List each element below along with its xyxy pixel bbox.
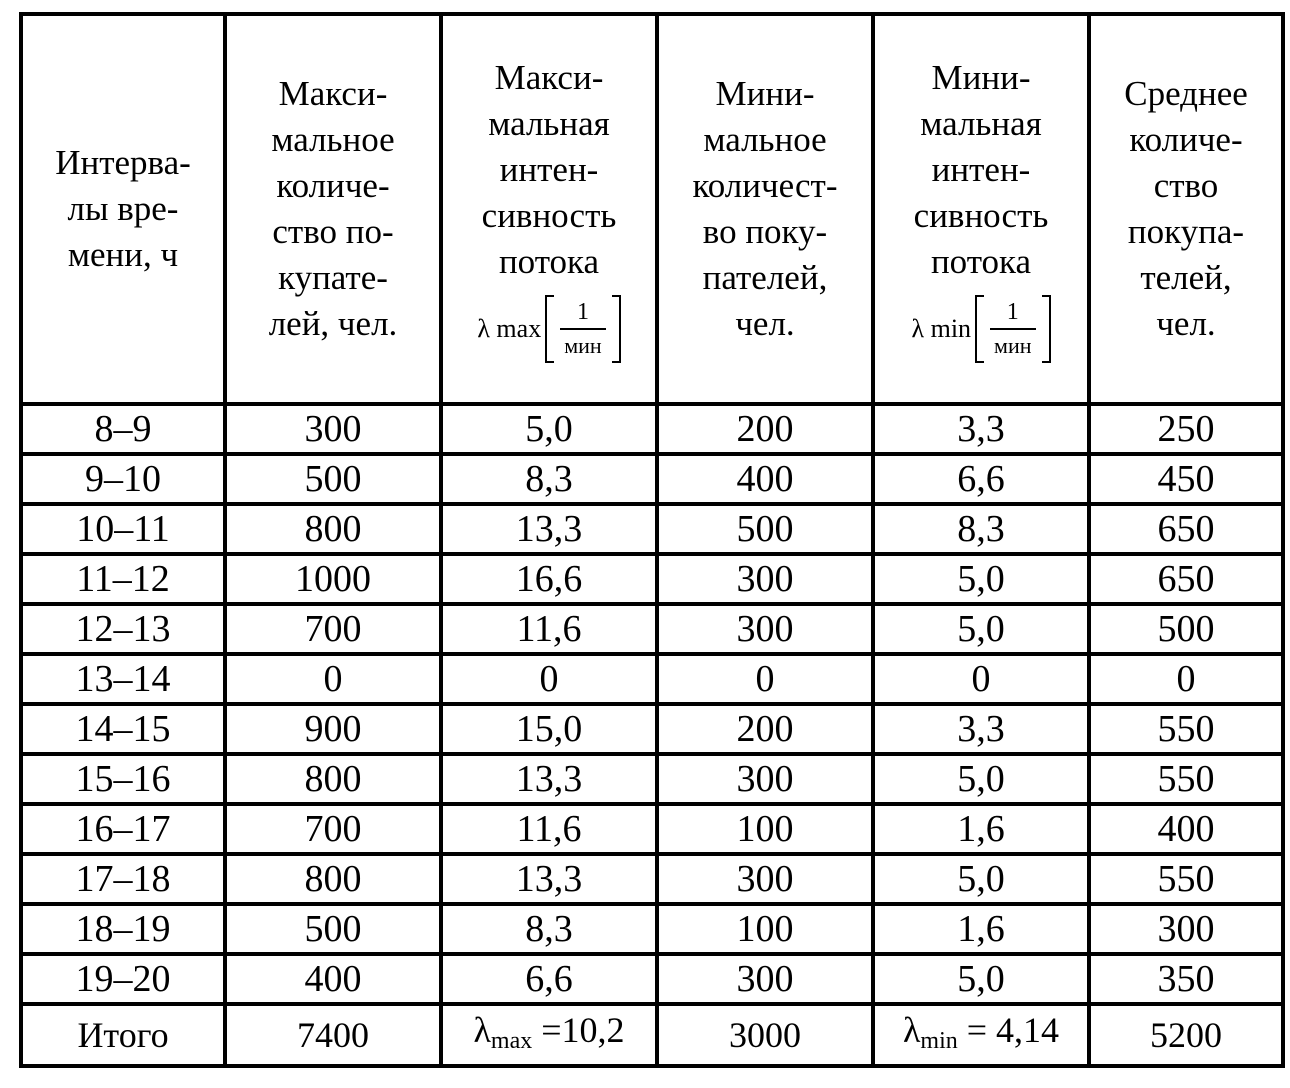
header-line: Среднее: [1124, 74, 1248, 113]
cell-avg-count: 650: [1089, 504, 1283, 554]
header-line: интен-: [499, 150, 599, 189]
total-max-count: 7400: [225, 1004, 441, 1066]
cell-interval: 19–20: [21, 954, 225, 1004]
cell-min-count: 100: [657, 904, 873, 954]
header-line: Интерва-: [55, 143, 191, 182]
total-label: Итого: [21, 1004, 225, 1066]
lambda-symbol: λ min: [911, 314, 972, 343]
fraction-numerator: 1: [576, 299, 589, 325]
cell-interval: 12–13: [21, 604, 225, 654]
total-lambda-min: [873, 1004, 1089, 1066]
cell-avg-count: 550: [1089, 754, 1283, 804]
cell-min-intensity: 1,6: [873, 804, 1089, 854]
table-row: [21, 854, 1283, 904]
fraction-body: [984, 295, 1041, 363]
lambda-symbol: λ max: [477, 314, 542, 343]
unit-lambda-max: [477, 295, 620, 363]
cell-min-intensity: 5,0: [873, 554, 1089, 604]
header-max-count: [225, 14, 441, 404]
cell-max-intensity: 13,3: [441, 854, 657, 904]
cell-avg-count: 400: [1089, 804, 1283, 854]
cell-max-intensity: 8,3: [441, 904, 657, 954]
header-line: покупа-: [1127, 212, 1245, 251]
cell-min-intensity: 1,6: [873, 904, 1089, 954]
table-row: [21, 504, 1283, 554]
fraction-denominator: мин: [994, 333, 1032, 358]
header-line: потока: [498, 242, 600, 281]
header-line: купате-: [278, 258, 388, 297]
header-line: количе-: [276, 166, 390, 205]
header-line: лей, чел.: [268, 304, 398, 343]
cell-max-count: 1000: [225, 554, 441, 604]
cell-min-intensity: 3,3: [873, 404, 1089, 454]
lambda-value: =10,2: [532, 1009, 625, 1050]
table-container: [19, 12, 1285, 1068]
fraction-body: [554, 295, 611, 363]
cell-min-count: 200: [657, 704, 873, 754]
header-min-count: [657, 14, 873, 404]
cell-avg-count: 550: [1089, 704, 1283, 754]
header-line: чел.: [1156, 304, 1216, 343]
cell-max-count: 800: [225, 504, 441, 554]
cell-max-intensity: 13,3: [441, 754, 657, 804]
total-min-count: 3000: [657, 1004, 873, 1066]
header-line: количе-: [1129, 120, 1243, 159]
total-row: [21, 1004, 1283, 1066]
cell-min-intensity: 5,0: [873, 754, 1089, 804]
fraction-numerator: 1: [1006, 299, 1019, 325]
cell-interval: 18–19: [21, 904, 225, 954]
cell-max-count: 800: [225, 854, 441, 904]
cell-interval: 9–10: [21, 454, 225, 504]
bracket-left: [975, 295, 984, 363]
cell-min-intensity: 5,0: [873, 604, 1089, 654]
total-lambda-max: [441, 1004, 657, 1066]
cell-max-intensity: 0: [441, 654, 657, 704]
cell-min-intensity: 0: [873, 654, 1089, 704]
customer-flow-table: [19, 12, 1285, 1068]
table-row: [21, 704, 1283, 754]
header-line: Макси-: [278, 74, 388, 113]
cell-min-count: 300: [657, 754, 873, 804]
cell-interval: 10–11: [21, 504, 225, 554]
cell-min-intensity: 6,6: [873, 454, 1089, 504]
unit-fraction: [545, 295, 620, 363]
table-row: [21, 404, 1283, 454]
header-row: [21, 14, 1283, 404]
lambda-subscript: max: [490, 1027, 533, 1054]
table-row: [21, 804, 1283, 854]
cell-max-count: 900: [225, 704, 441, 754]
table-row: [21, 654, 1283, 704]
lambda-subscript: min: [920, 1027, 958, 1054]
table-row: [21, 554, 1283, 604]
cell-min-count: 300: [657, 554, 873, 604]
header-interval: [21, 14, 225, 404]
header-min-intensity: [873, 14, 1089, 404]
bracket-right: [1042, 295, 1051, 363]
cell-max-count: 700: [225, 804, 441, 854]
cell-interval: 11–12: [21, 554, 225, 604]
lambda-symbol: λ: [473, 1009, 491, 1050]
cell-max-intensity: 13,3: [441, 504, 657, 554]
bracket-right: [612, 295, 621, 363]
lambda-symbol: λ: [902, 1009, 921, 1050]
lambda-value: = 4,14: [957, 1009, 1060, 1050]
header-line: Мини-: [931, 58, 1031, 97]
table-row: [21, 604, 1283, 654]
cell-interval: 15–16: [21, 754, 225, 804]
header-line: Мини-: [715, 74, 815, 113]
fraction-denominator: мин: [564, 333, 602, 358]
cell-avg-count: 500: [1089, 604, 1283, 654]
header-line: мальная: [920, 104, 1042, 143]
header-line: пателей,: [702, 258, 828, 297]
total-avg-count: 5200: [1089, 1004, 1283, 1066]
header-line: мени, ч: [67, 235, 179, 274]
header-line: чел.: [735, 304, 795, 343]
cell-avg-count: 0: [1089, 654, 1283, 704]
cell-min-count: 0: [657, 654, 873, 704]
cell-max-intensity: 16,6: [441, 554, 657, 604]
header-line: Макси-: [494, 58, 604, 97]
header-line: потока: [930, 242, 1032, 281]
cell-min-count: 300: [657, 954, 873, 1004]
cell-min-count: 200: [657, 404, 873, 454]
cell-max-count: 300: [225, 404, 441, 454]
header-line: во поку-: [702, 212, 828, 251]
header-line: мальное: [271, 120, 395, 159]
table-row: [21, 754, 1283, 804]
cell-max-intensity: 8,3: [441, 454, 657, 504]
cell-avg-count: 300: [1089, 904, 1283, 954]
table-row: [21, 954, 1283, 1004]
cell-avg-count: 450: [1089, 454, 1283, 504]
cell-max-count: 0: [225, 654, 441, 704]
cell-avg-count: 350: [1089, 954, 1283, 1004]
cell-max-count: 400: [225, 954, 441, 1004]
cell-interval: 8–9: [21, 404, 225, 454]
cell-max-intensity: 11,6: [441, 604, 657, 654]
cell-min-count: 300: [657, 604, 873, 654]
table-row: [21, 454, 1283, 504]
table-row: [21, 904, 1283, 954]
cell-max-intensity: 15,0: [441, 704, 657, 754]
header-line: количест-: [692, 166, 838, 205]
cell-min-count: 500: [657, 504, 873, 554]
cell-max-count: 800: [225, 754, 441, 804]
cell-min-intensity: 5,0: [873, 954, 1089, 1004]
cell-avg-count: 250: [1089, 404, 1283, 454]
cell-interval: 16–17: [21, 804, 225, 854]
cell-interval: 17–18: [21, 854, 225, 904]
cell-min-count: 100: [657, 804, 873, 854]
cell-min-count: 300: [657, 854, 873, 904]
unit-lambda-min: [911, 295, 1050, 363]
fraction-bar: [560, 328, 605, 330]
cell-min-intensity: 8,3: [873, 504, 1089, 554]
cell-max-count: 700: [225, 604, 441, 654]
cell-min-count: 400: [657, 454, 873, 504]
cell-avg-count: 650: [1089, 554, 1283, 604]
cell-max-intensity: 6,6: [441, 954, 657, 1004]
fraction-bar: [990, 328, 1035, 330]
header-avg-count: [1089, 14, 1283, 404]
cell-avg-count: 550: [1089, 854, 1283, 904]
bracket-left: [545, 295, 554, 363]
header-line: мальное: [703, 120, 827, 159]
header-line: ство: [1153, 166, 1219, 205]
cell-max-intensity: 11,6: [441, 804, 657, 854]
header-line: сивность: [913, 196, 1049, 235]
cell-max-count: 500: [225, 904, 441, 954]
header-line: сивность: [481, 196, 617, 235]
cell-interval: 14–15: [21, 704, 225, 754]
header-line: мальная: [488, 104, 610, 143]
header-line: интен-: [931, 150, 1031, 189]
header-line: телей,: [1140, 258, 1232, 297]
cell-max-count: 500: [225, 454, 441, 504]
unit-fraction: [975, 295, 1050, 363]
header-line: лы вре-: [67, 189, 179, 228]
cell-max-intensity: 5,0: [441, 404, 657, 454]
cell-min-intensity: 3,3: [873, 704, 1089, 754]
cell-interval: 13–14: [21, 654, 225, 704]
header-max-intensity: [441, 14, 657, 404]
cell-min-intensity: 5,0: [873, 854, 1089, 904]
header-line: ство по-: [272, 212, 394, 251]
